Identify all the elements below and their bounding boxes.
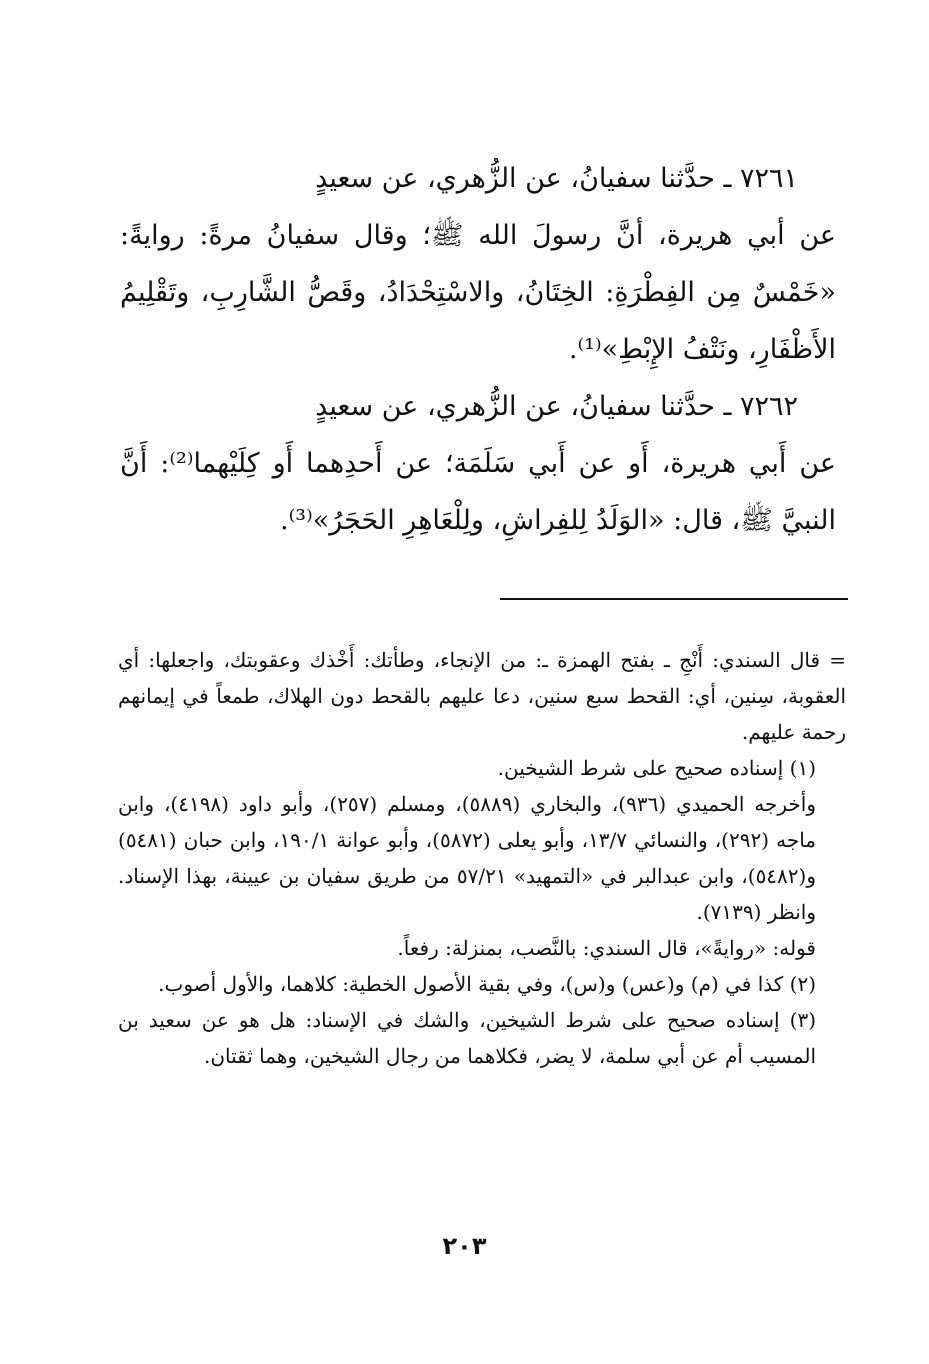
hadith-7261-heading: ٧٢٦١ ـ حدَّثنا سفيانُ، عن الزُّهري، عن سعيدٍ [315, 163, 798, 194]
page-number: ٢٠٣ [442, 1232, 487, 1260]
footnote-3: (٣) إسناده صحيح على شرط الشيخين، والشك في الإسناد: هل هو عن سعيد بن المسيب أم عن أبي سلمة، لا يضر، فكلاهما من رجال الشيخين، وهما ثقتان. [118, 1008, 816, 1068]
footnote-1-sources: وأخرجه الحميدي (٩٣٦)، والبخاري (٥٨٨٩)، ومسلم (٢٥٧)، وأبو داود (٤١٩٨)، وابن ماجه (٢٩٢)، والنسائي ١٣/٧، وأبو يعلى (٥٨٧٢)، وأبو عوانة ١٩٠/١، وابن حبان (٥٤٨١) و(٥٤٨٢)، وابن عبدالبر في «التمهيد» ٥٧/٢١ من طريق سفيان بن عيينة، بهذا الإسناد. وانظر (٧١٣٩). [118, 792, 817, 924]
footnote-continuation: = قال السندي: أَنْجِ ـ بفتح الهمزة ـ: من الإنجاء، وطأتك: أَخْذك وعقوبتك، واجعلها: أي العقوبة، سِنين، أي: القحط سبع سنين، دعا عليهم بالقحط دون الهلاك، طمعاً في إيمانهم رحمة عليهم. [118, 648, 846, 744]
footnote-2: (٢) كذا في (م) و(عس) و(س)، وفي بقية الأصول الخطية: كلاهما، والأول أصوب. [158, 972, 816, 996]
hadith-7261-text: عن أبي هريرة، أنَّ رسولَ الله ﷺ؛ وقال سفيانُ مرةً: روايةً: «خَمْسٌ مِن الفِطْرَةِ: الخِتَانُ، والاسْتِحْدَادُ، وقَصُّ الشَّارِبِ، وتَقْلِيمُ الأَظْفَارِ، ونَتْفُ الإِبْطِ»⁽¹⁾. [120, 220, 836, 365]
footnote-1-grading: (١) إسناده صحيح على شرط الشيخين. [497, 756, 816, 780]
hadith-7262-text: عن أَبي هريرة، أَو عن أَبي سَلَمَة؛ عن أَحدِهما أَو كِلَيْهما⁽²⁾: أَنَّ النبيَّ ﷺ، قال: «الوَلَدُ لِلفِراشِ، ولِلْعَاهِرِ الحَجَرُ»⁽³⁾. [120, 448, 837, 536]
hadith-7262-heading: ٧٢٦٢ ـ حدَّثنا سفيانُ، عن الزُّهري، عن سعيدٍ [315, 391, 798, 422]
footnote-1-comment: قوله: «روايةً»، قال السندي: بالنَّصب، بمنزلة: رفعاً. [397, 936, 816, 960]
main-text [120, 150, 836, 549]
footnotes [118, 642, 846, 1074]
footnote-divider [500, 598, 848, 600]
